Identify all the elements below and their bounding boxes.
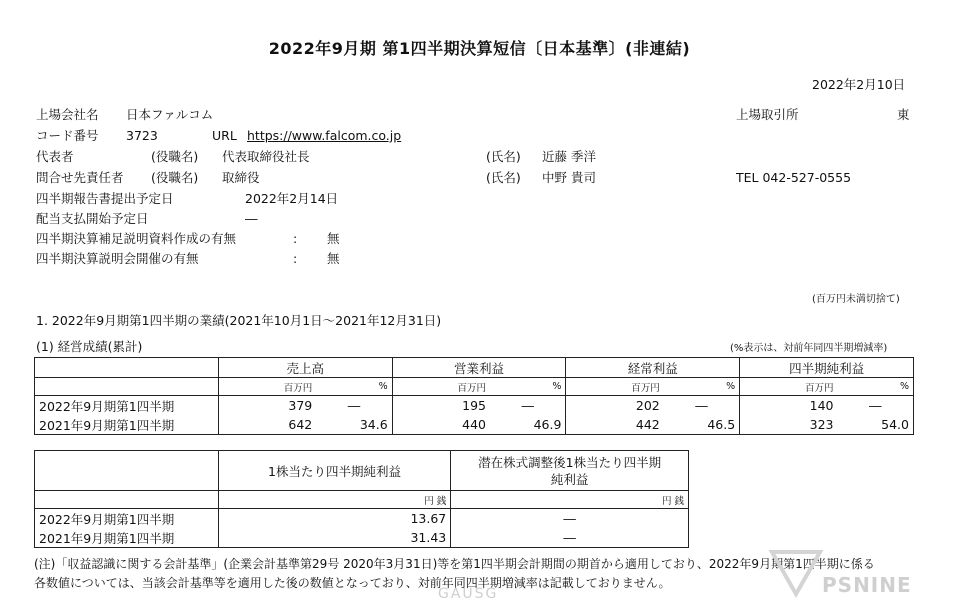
supplement-value: 無 — [327, 231, 340, 246]
unit-percent: % — [838, 378, 914, 396]
company-name-label: 上場会社名 — [36, 107, 99, 122]
eps-unit-yen: 円 銭 — [218, 491, 450, 509]
eps-unit-corner — [35, 491, 219, 509]
briefing-value: 無 — [327, 251, 340, 266]
exchange-value: 東 — [897, 107, 910, 122]
header-sales: 売上高 — [218, 358, 392, 378]
row-label: 2021年9月期第1四半期 — [35, 415, 219, 435]
header-eps-diluted-line1: 潜在株式調整後1株当たり四半期 — [478, 454, 662, 470]
footnote-line2: 各数値については、当該会計基準等を適用した後の数値となっており、対前年同四半期増減率は記載しておりません。 — [34, 576, 671, 590]
contact-name-label: (氏名) — [486, 170, 521, 185]
net-value: 323 — [740, 415, 838, 435]
row-label: 2021年9月期第1四半期 — [35, 528, 219, 548]
briefing-label: 四半期決算説明会開催の有無 — [36, 251, 199, 266]
representative-name-label: (氏名) — [486, 149, 521, 164]
watermark-left: GAUSG — [438, 586, 499, 602]
eps-diluted-value: ― — [451, 509, 689, 529]
results-unit-row — [35, 378, 914, 396]
operating-value: 440 — [392, 415, 490, 435]
header-net-income: 四半期純利益 — [740, 358, 914, 378]
percent-note: (%表示は、対前年同四半期増減率) — [730, 343, 888, 354]
unit-percent: % — [664, 378, 740, 396]
unit-million: 百万円 — [566, 378, 664, 396]
unit-million: 百万円 — [740, 378, 838, 396]
ordinary-pct: ― — [664, 396, 740, 416]
table-row — [35, 528, 689, 548]
results-table — [34, 357, 914, 435]
operating-value: 195 — [392, 396, 490, 416]
supplement-label: 四半期決算補足説明資料作成の有無 — [36, 231, 237, 246]
eps-basic-value: 13.67 — [218, 509, 450, 529]
supplement-colon: : — [293, 231, 298, 246]
representative-label: 代表者 — [36, 149, 74, 164]
row-label: 2022年9月期第1四半期 — [35, 509, 219, 529]
report-date: 2022年2月10日 — [812, 77, 906, 92]
table-row — [35, 415, 914, 435]
results-header-row — [35, 358, 914, 378]
code-label: コード番号 — [36, 128, 99, 143]
net-value: 140 — [740, 396, 838, 416]
report-submission-date: 2022年2月14日 — [245, 191, 339, 206]
watermark-right: PSNINE — [822, 573, 912, 597]
eps-unit-row — [35, 491, 689, 509]
net-pct: ― — [838, 396, 914, 416]
contact-title-label: (役職名) — [151, 170, 199, 185]
unit-corner — [35, 378, 219, 396]
sales-pct: ― — [316, 396, 392, 416]
eps-table — [34, 450, 689, 548]
row-label: 2022年9月期第1四半期 — [35, 396, 219, 416]
report-submission-label: 四半期報告書提出予定日 — [36, 191, 174, 206]
eps-header-row — [35, 451, 689, 491]
company-name: 日本ファルコム — [126, 107, 214, 122]
url-label: URL — [212, 128, 237, 143]
contact-title: 取締役 — [222, 170, 260, 185]
unit-million: 百万円 — [392, 378, 490, 396]
header-eps-diluted-line2: 純利益 — [550, 471, 589, 487]
header-eps-diluted — [451, 451, 689, 491]
contact-label: 問合せ先責任者 — [36, 170, 124, 185]
net-pct: 54.0 — [838, 415, 914, 435]
sales-pct: 34.6 — [316, 415, 392, 435]
unit-percent: % — [316, 378, 392, 396]
eps-diluted-value: ― — [451, 528, 689, 548]
exchange-label: 上場取引所 — [736, 107, 799, 122]
rounding-note: (百万円未満切捨て) — [812, 294, 900, 305]
representative-name: 近藤 季洋 — [542, 149, 596, 164]
representative-title-label: (役職名) — [151, 149, 199, 164]
header-operating-income: 営業利益 — [392, 358, 566, 378]
code-value: 3723 — [126, 128, 158, 143]
eps-corner — [35, 451, 219, 491]
operating-pct: ― — [490, 396, 566, 416]
briefing-colon: : — [293, 251, 298, 266]
contact-tel: TEL 042-527-0555 — [736, 170, 852, 185]
dividend-date-label: 配当支払開始予定日 — [36, 211, 149, 226]
header-eps-basic: 1株当たり四半期純利益 — [218, 451, 450, 491]
dividend-date-value: ― — [245, 211, 258, 226]
ordinary-pct: 46.5 — [664, 415, 740, 435]
subsection1-title: (1) 経営成績(累計) — [36, 339, 143, 354]
page-title: 2022年9月期 第1四半期決算短信〔日本基準〕(非連結) — [268, 39, 691, 58]
company-url-link[interactable]: https://www.falcom.co.jp — [247, 128, 402, 143]
ordinary-value: 202 — [566, 396, 664, 416]
representative-title: 代表取締役社長 — [222, 149, 310, 164]
header-ordinary-income: 経常利益 — [566, 358, 740, 378]
table-row — [35, 396, 914, 416]
sales-value: 379 — [218, 396, 316, 416]
table-row — [35, 509, 689, 529]
unit-percent: % — [490, 378, 566, 396]
sales-value: 642 — [218, 415, 316, 435]
section1-title: 1. 2022年9月期第1四半期の業績(2021年10月1日～2021年12月31日) — [36, 313, 442, 328]
contact-name: 中野 貴司 — [542, 170, 596, 185]
eps-basic-value: 31.43 — [218, 528, 450, 548]
operating-pct: 46.9 — [490, 415, 566, 435]
results-corner — [35, 358, 219, 378]
ordinary-value: 442 — [566, 415, 664, 435]
unit-million: 百万円 — [218, 378, 316, 396]
eps-unit-yen: 円 銭 — [451, 491, 689, 509]
footnote-line1: (注)「収益認識に関する会計基準」(企業会計基準第29号 2020年3月31日)等を第1四半期会計期間の期首から適用しており、2022年9月期第1四半期に係る — [34, 557, 875, 571]
